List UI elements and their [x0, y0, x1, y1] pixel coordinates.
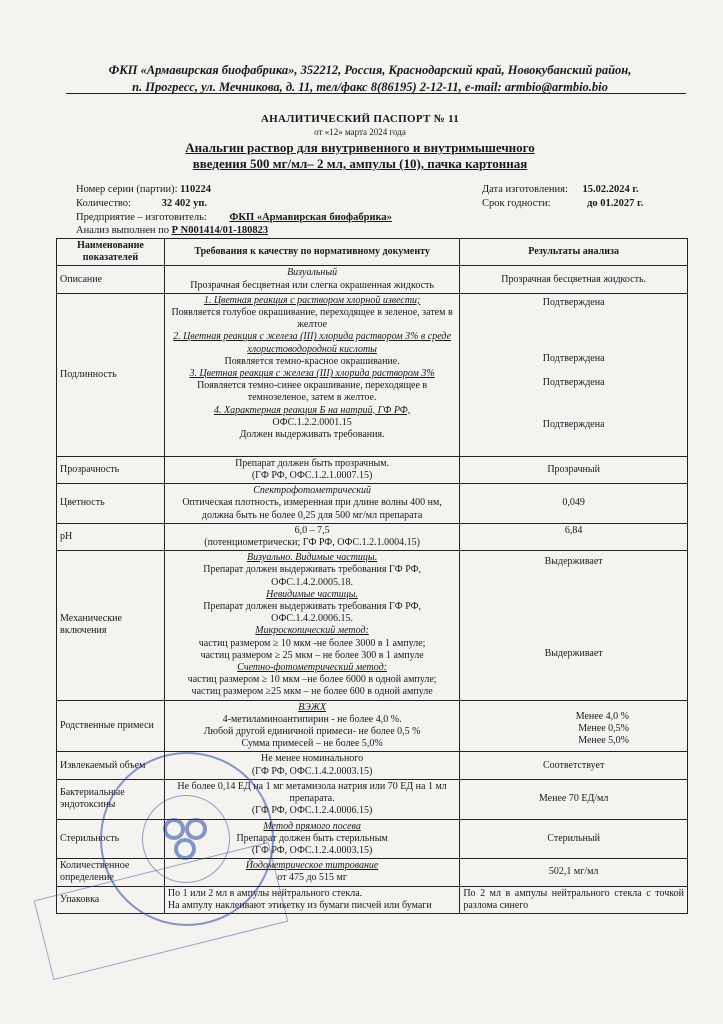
header-divider [66, 93, 686, 94]
requirement-ofs: (ГФ РФ, ОФС.1.4.2.0003.15) [251, 765, 373, 777]
method-label: Счетно-фотометрический метод: [237, 662, 388, 674]
quantity-label: Количество: [76, 198, 131, 209]
row-name: Извлекаемый объем [57, 752, 165, 779]
maker-label: Предприятие – изготовитель: [76, 212, 207, 223]
maker-row [76, 212, 392, 223]
quantity-row [76, 198, 207, 209]
row-name: Подлинность [57, 293, 165, 456]
series-row [76, 184, 211, 195]
series-value: 110224 [180, 184, 212, 195]
reaction-3-title: 3. Цветная реакция с железа (III) хлорида раствором 3% [189, 368, 435, 380]
row-name: Описание [57, 266, 165, 293]
result-value: 0,049 [460, 484, 688, 524]
row-name: Цветность [57, 484, 165, 524]
requirement-text: частиц размером ≥ 25 мкм – не более 300 в 1 ампуле [200, 649, 424, 661]
method-label: ВЭЖХ [298, 701, 326, 713]
expiry-row [482, 198, 643, 209]
requirement-text: Препарат должен выдерживать требования ГФ РФ, ОФС.1.4.2.0006.15. [203, 601, 421, 625]
table-row-podlinnost [57, 293, 688, 456]
analysis-value: Р N001414/01-180823 [171, 225, 269, 236]
series-label: Номер серии (партии): [76, 184, 178, 195]
table-row-rodstv [57, 700, 688, 752]
requirement-text: Не более 0,14 ЕД на 1 мг метамизола натрия или 70 ЕД на 1 мл препарата. [177, 780, 447, 805]
header-address-line1: ФКП «Армавирская биофабрика», 352212, Россия, Краснодарский край, Новокубанский район, [108, 63, 632, 77]
requirement-text: По 1 или 2 мл в ампулы нейтрального стекла. [167, 887, 363, 899]
result-value: Прозрачная бесцветная жидкость. [460, 266, 688, 293]
method-label: Микроскопический метод: [255, 625, 369, 637]
requirement-text: частиц размером ≥ 10 мкм –не более 6000 в одной ампуле; [187, 674, 437, 686]
col-header-results: Результаты анализа [460, 239, 688, 266]
requirement-ofs: (ГФ РФ, ОФС.1.2.4.0003.15) [251, 844, 373, 856]
result-value: Подтверждена [542, 296, 605, 308]
method-label: Невидимые частицы. [266, 588, 359, 600]
reaction-3-text: Появляется темно-синее окрашивание, переходящее в темнозеленое, затем в желтое. [197, 380, 428, 404]
requirement-ofs: (ГФ РФ, ОФС.1.2.4.0006.15) [251, 805, 373, 817]
table-row-opisanie [57, 266, 688, 293]
product-name-line1: Анальгин раствор для внутривенного и внутримышечного [185, 140, 535, 155]
requirement-text: Не менее номинального [261, 753, 364, 765]
product-name [60, 140, 660, 172]
expiry-label: Срок годности: [482, 198, 551, 209]
result-value: 502,1 мг/мл [460, 859, 688, 886]
reaction-1-text: Появляется голубое окрашивание, переходящее в зеленое, затем в желтое [171, 307, 453, 331]
table-row-tsvetnost [57, 484, 688, 524]
requirement-text: 4-метиламиноантипирин - не более 4,0 %. [222, 713, 402, 725]
method-label: Визуальный [287, 267, 338, 279]
result-value: 6,84 [460, 523, 688, 550]
result-value: По 2 мл в ампулы нейтрального стекла с точкой разлома синего [460, 886, 688, 913]
result-value: Менее 70 ЕД/мл [460, 779, 688, 819]
passport-date: от «12» марта 2024 года [314, 127, 406, 137]
analysis-row [76, 225, 268, 236]
result-value: Выдерживает [544, 648, 603, 660]
requirement-text: Любой другой единичной примеси- не более 0,5 % [203, 726, 421, 738]
col-header-requirements: Требования к качеству по нормативному документу [164, 239, 459, 266]
requirement-ofs: (ГФ РФ, ОФС.1.2.1.0007.15) [251, 470, 373, 482]
row-name: pH [57, 523, 165, 550]
quantity-value: 32 402 уп. [161, 198, 208, 209]
maker-value: ФКП «Армавирская биофабрика» [229, 212, 392, 223]
requirement-text: Препарат должен быть прозрачным. [235, 457, 390, 469]
requirement-text: Сумма примесей – не более 5,0% [241, 738, 383, 750]
table-row-ph [57, 523, 688, 550]
requirement-text: Препарат должен быть стерильным [236, 832, 388, 844]
mfg-date-value: 15.02.2024 г. [582, 184, 639, 195]
header-address-line2: п. Прогресс, ул. Мечникова, д. 11, тел/факс 8(86195) 2-12-11, e-mail: armbio@armbio.bio [132, 80, 608, 94]
table-row-mech [57, 551, 688, 700]
result-value: Стерильный [460, 819, 688, 859]
result-value: Подтверждена [542, 352, 605, 364]
method-label: Спектрофотометрический [253, 485, 371, 497]
requirement-text: Прозрачная бесцветная или слегка окрашенная жидкость [190, 279, 434, 291]
requirement-text: частиц размером ≥25 мкм – не более 600 в одной ампуле [191, 686, 433, 698]
reaction-4-title: 4. Характерная реакция Б на натрий, ГФ РФ, [213, 404, 411, 416]
result-value: Подтверждена [542, 418, 605, 430]
requirement-text: На ампулу наклеивают этикетку из бумаги писчей или бумаги [167, 899, 432, 911]
method-label: Визуально. Видимые частицы. [246, 552, 378, 564]
reaction-4-text: Должен выдерживать требования. [239, 429, 385, 441]
passport-title: АНАЛИТИЧЕСКИЙ ПАСПОРТ № 11 [260, 113, 460, 125]
result-value: Соответствует [460, 752, 688, 779]
requirement-ofs: (потенциометрически; ГФ РФ, ОФС.1.2.1.0004.15) [204, 537, 420, 549]
table-header-row [57, 239, 688, 266]
result-value: Менее 5,0% [578, 735, 629, 747]
reaction-1-title: 1. Цветная реакция с раствором хлорной извести; [203, 294, 421, 306]
reaction-2-title: 2. Цветная реакция с железа (III) хлорида раствором 3% в среде хлористоводородной кислоты [173, 331, 452, 355]
result-value: Подтверждена [542, 376, 605, 388]
row-name: Количественное определение [57, 859, 165, 886]
reaction-4-ofs: ОФС.1.2.2.0001.15 [272, 416, 352, 428]
row-name: Стерильность [57, 819, 165, 859]
reaction-2-text: Появляется темно-красное окрашивание. [224, 355, 400, 367]
row-name: Родственные примеси [57, 700, 165, 752]
requirement-text: 6,0 – 7,5 [294, 524, 330, 536]
product-name-line2: введения 500 мг/мл– 2 мл, ампулы (10), пачка картонная [192, 156, 528, 171]
result-value: Менее 0,5% [578, 722, 629, 734]
row-name: Бактериальные эндотоксины [57, 779, 165, 819]
requirement-text: Препарат должен выдерживать требования ГФ РФ, ОФС.1.4.2.0005.18. [203, 564, 421, 588]
table-row-prozrachnost [57, 456, 688, 483]
result-value: Выдерживает [544, 556, 603, 568]
requirement-text: частиц размером ≥ 10 мкм -не более 3000 в 1 ампуле; [198, 637, 426, 649]
analysis-label: Анализ выполнен по [76, 225, 169, 236]
row-name: Прозрачность [57, 456, 165, 483]
expiry-value: до 01.2027 г. [587, 198, 644, 209]
col-header-indicator: Наименование показателей [57, 239, 165, 266]
mfg-date-row [482, 184, 639, 195]
row-name: Механические включения [57, 551, 165, 700]
method-label: Метод прямого посева [263, 820, 361, 832]
row-name: Упаковка [57, 886, 165, 913]
requirement-text: от 475 до 515 мг [277, 872, 347, 884]
mfg-date-label: Дата изготовления: [482, 184, 568, 195]
result-value: Прозрачный [460, 456, 688, 483]
method-label: Йодометрическое титрование [245, 860, 379, 872]
requirement-text: Оптическая плотность, измеренная при длине волны 400 нм, должна быть не более 0,25 для 500 мг/мл препарата [182, 497, 442, 521]
result-value: Менее 4,0 % [575, 710, 629, 722]
